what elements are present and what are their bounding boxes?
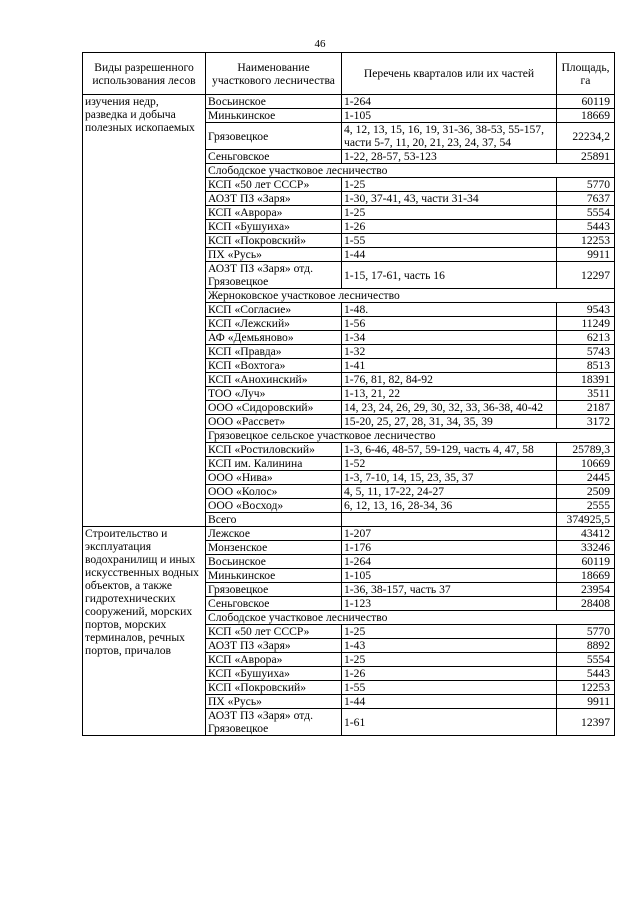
forestry-name: Сеньговское: [206, 597, 342, 611]
header-area: Площадь, га: [557, 53, 615, 95]
quarters-list: [342, 513, 557, 527]
area-value: 5770: [557, 625, 615, 639]
area-value: 12297: [557, 262, 615, 289]
quarters-list: 1-44: [342, 248, 557, 262]
area-value: 8513: [557, 359, 615, 373]
area-value: 60119: [557, 95, 615, 109]
forestry-name: КСП им. Калинина: [206, 457, 342, 471]
area-value: 33246: [557, 541, 615, 555]
forestry-name: КСП «Покровский»: [206, 234, 342, 248]
area-value: 5743: [557, 345, 615, 359]
forestry-name: КСП «Аврора»: [206, 653, 342, 667]
forestry-name: АОЗТ ПЗ «Заря» отд. Грязовецкое: [206, 709, 342, 736]
quarters-list: 1-25: [342, 206, 557, 220]
forestry-name: ПХ «Русь»: [206, 248, 342, 262]
area-value: 12253: [557, 234, 615, 248]
quarters-list: 1-25: [342, 625, 557, 639]
forest-use-table: [82, 52, 615, 736]
area-value: 18669: [557, 569, 615, 583]
area-value: 11249: [557, 317, 615, 331]
forestry-name: АОЗТ ПЗ «Заря»: [206, 639, 342, 653]
area-value: 9543: [557, 303, 615, 317]
header-quarters: Перечень кварталов или их частей: [342, 53, 557, 95]
area-value: 5770: [557, 178, 615, 192]
forestry-name: ООО «Рассвет»: [206, 415, 342, 429]
header-forestry: Наименование участкового лесничества: [206, 53, 342, 95]
table-row: [83, 527, 615, 541]
forestry-name: ПХ «Русь»: [206, 695, 342, 709]
table-row: [83, 95, 615, 109]
area-value: 10669: [557, 457, 615, 471]
area-value: 22234,2: [557, 123, 615, 150]
area-value: 3172: [557, 415, 615, 429]
use-type-cell: изучения недр, разведка и добыча полезных ископаемых: [83, 95, 206, 527]
quarters-list: 1-105: [342, 569, 557, 583]
area-value: 5554: [557, 653, 615, 667]
quarters-list: 15-20, 25, 27, 28, 31, 34, 35, 39: [342, 415, 557, 429]
area-value: 12253: [557, 681, 615, 695]
forestry-name: КСП «Анохинский»: [206, 373, 342, 387]
forestry-name: КСП «50 лет СССР»: [206, 625, 342, 639]
quarters-list: 1-55: [342, 234, 557, 248]
area-value: 2555: [557, 499, 615, 513]
section-title: Слободское участковое лесничество: [206, 611, 615, 625]
area-value: 8892: [557, 639, 615, 653]
area-value: 5443: [557, 667, 615, 681]
area-value: 2509: [557, 485, 615, 499]
forestry-name: Минькинское: [206, 109, 342, 123]
forestry-name: КСП «Ростиловский»: [206, 443, 342, 457]
quarters-list: 1-30, 37-41, 43, части 31-34: [342, 192, 557, 206]
section-title: Слободское участковое лесничество: [206, 164, 615, 178]
forestry-name: КСП «Лежский»: [206, 317, 342, 331]
quarters-list: 1-76, 81, 82, 84-92: [342, 373, 557, 387]
quarters-list: 6, 12, 13, 16, 28-34, 36: [342, 499, 557, 513]
area-value: 28408: [557, 597, 615, 611]
forestry-name: Монзенское: [206, 541, 342, 555]
quarters-list: 1-264: [342, 95, 557, 109]
forestry-name: ТОО «Луч»: [206, 387, 342, 401]
area-value: 18669: [557, 109, 615, 123]
area-value: 6213: [557, 331, 615, 345]
quarters-list: 4, 5, 11, 17-22, 24-27: [342, 485, 557, 499]
quarters-list: 1-105: [342, 109, 557, 123]
section-title: Жерноковское участковое лесничество: [206, 289, 615, 303]
forestry-name: КСП «Бушуиха»: [206, 667, 342, 681]
area-value: 18391: [557, 373, 615, 387]
area-value: 9911: [557, 248, 615, 262]
quarters-list: 1-44: [342, 695, 557, 709]
area-value: 43412: [557, 527, 615, 541]
quarters-list: 1-123: [342, 597, 557, 611]
forestry-name: ООО «Восход»: [206, 499, 342, 513]
forestry-name: КСП «Покровский»: [206, 681, 342, 695]
area-value: 60119: [557, 555, 615, 569]
header-use: Виды разрешенного использования лесов: [83, 53, 206, 95]
table-body: [83, 95, 615, 736]
forestry-name: АОЗТ ПЗ «Заря»: [206, 192, 342, 206]
forestry-name: Сеньговское: [206, 150, 342, 164]
forestry-name: КСП «Вохтога»: [206, 359, 342, 373]
forestry-name: КСП «Согласие»: [206, 303, 342, 317]
area-value: 2187: [557, 401, 615, 415]
quarters-list: 1-52: [342, 457, 557, 471]
quarters-list: 4, 12, 13, 15, 16, 19, 31-36, 38-53, 55-157, части 5-7, 11, 20, 21, 23, 24, 37, 54: [342, 123, 557, 150]
quarters-list: 1-13, 21, 22: [342, 387, 557, 401]
forestry-name: Грязовецкое: [206, 583, 342, 597]
forestry-name: Грязовецкое: [206, 123, 342, 150]
quarters-list: 1-264: [342, 555, 557, 569]
forestry-name: Восьинское: [206, 95, 342, 109]
forestry-name: Восьинское: [206, 555, 342, 569]
quarters-list: 1-207: [342, 527, 557, 541]
quarters-list: 1-36, 38-157, часть 37: [342, 583, 557, 597]
quarters-list: 1-61: [342, 709, 557, 736]
section-title: Грязовецкое сельское участковое лесничество: [206, 429, 615, 443]
forestry-name: АОЗТ ПЗ «Заря» отд. Грязовецкое: [206, 262, 342, 289]
area-value: 9911: [557, 695, 615, 709]
quarters-list: 1-3, 6-46, 48-57, 59-129, часть 4, 47, 58: [342, 443, 557, 457]
table-header-row: [83, 53, 615, 95]
area-value: 374925,5: [557, 513, 615, 527]
area-value: 25789,3: [557, 443, 615, 457]
quarters-list: 1-25: [342, 653, 557, 667]
quarters-list: 1-56: [342, 317, 557, 331]
quarters-list: 1-26: [342, 667, 557, 681]
quarters-list: 1-41: [342, 359, 557, 373]
quarters-list: 1-55: [342, 681, 557, 695]
quarters-list: 14, 23, 24, 26, 29, 30, 32, 33, 36-38, 40-42: [342, 401, 557, 415]
quarters-list: 1-26: [342, 220, 557, 234]
forestry-name: ООО «Нива»: [206, 471, 342, 485]
quarters-list: 1-25: [342, 178, 557, 192]
area-value: 12397: [557, 709, 615, 736]
area-value: 2445: [557, 471, 615, 485]
forestry-name: АФ «Демьяново»: [206, 331, 342, 345]
page-number: 46: [314, 38, 326, 50]
area-value: 25891: [557, 150, 615, 164]
area-value: 3511: [557, 387, 615, 401]
forestry-name: ООО «Колос»: [206, 485, 342, 499]
forestry-name: Всего: [206, 513, 342, 527]
quarters-list: 1-176: [342, 541, 557, 555]
quarters-list: 1-43: [342, 639, 557, 653]
quarters-list: 1-48.: [342, 303, 557, 317]
forestry-name: КСП «Аврора»: [206, 206, 342, 220]
quarters-list: 1-34: [342, 331, 557, 345]
area-value: 7637: [557, 192, 615, 206]
forestry-name: КСП «Бушуиха»: [206, 220, 342, 234]
area-value: 5443: [557, 220, 615, 234]
area-value: 5554: [557, 206, 615, 220]
forestry-name: КСП «Правда»: [206, 345, 342, 359]
forestry-name: ООО «Сидоровский»: [206, 401, 342, 415]
forestry-name: КСП «50 лет СССР»: [206, 178, 342, 192]
forestry-name: Минькинское: [206, 569, 342, 583]
use-type-cell: Строительство и эксплуатация водохранилищ и иных искусственных водных объектов, а также гидротехнических сооружений, морских портов, морских терминалов, речных портов, причалов: [83, 527, 206, 736]
quarters-list: 1-3, 7-10, 14, 15, 23, 35, 37: [342, 471, 557, 485]
quarters-list: 1-32: [342, 345, 557, 359]
quarters-list: 1-15, 17-61, часть 16: [342, 262, 557, 289]
area-value: 23954: [557, 583, 615, 597]
forestry-name: Лежское: [206, 527, 342, 541]
quarters-list: 1-22, 28-57, 53-123: [342, 150, 557, 164]
